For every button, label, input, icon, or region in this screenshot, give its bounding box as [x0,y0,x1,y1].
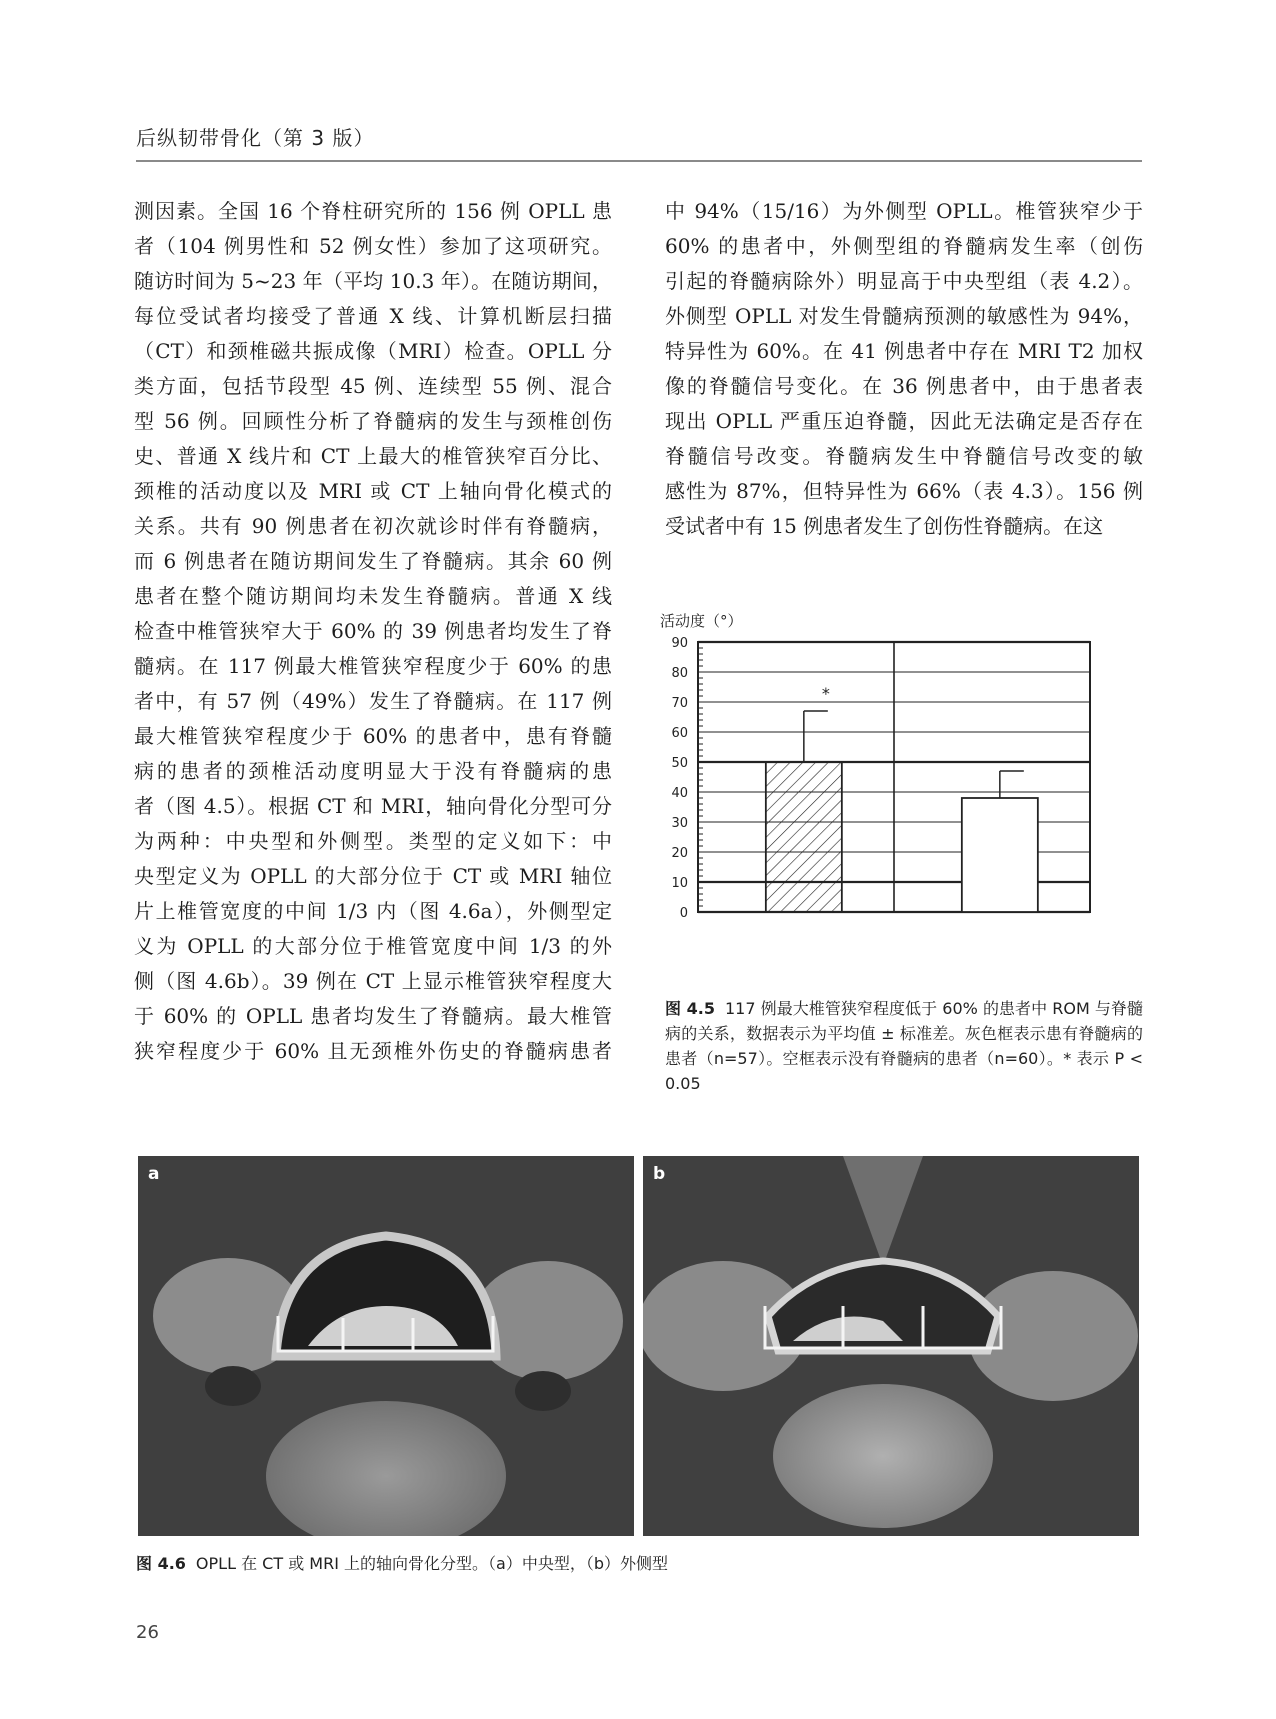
text-line: （CT）和颈椎磁共振成像（MRI）检查。OPLL 分 [134,339,612,363]
bar-2 [962,798,1038,912]
panel-label-a: a [148,1164,160,1184]
figure-4-6-label: 图 4.6 [136,1554,186,1573]
text-line: 检查中椎管狭窄大于 60% 的 39 例患者均发生了脊 [134,619,612,643]
text-line: 于 60% 的 OPLL 患者均发生了脊髓病。最大椎管 [134,1004,612,1028]
bar-1 [766,762,842,912]
ct-scan-b-illustration [643,1156,1139,1536]
ct-scan-a-illustration [138,1156,634,1536]
text-line: 而 6 例患者在随访期间发生了脊髓病。其余 60 例 [134,549,612,573]
rom-bar-chart [660,612,1160,972]
figure-4-6-caption-text: OPLL 在 CT 或 MRI 上的轴向骨化分型。（a）中央型，（b）外侧型 [195,1554,668,1573]
text-line: 狭窄程度少于 60% 且无颈椎外伤史的脊髓病患者 [134,1039,612,1063]
y-tick-label: 40 [671,786,688,801]
text-line: 颈椎的活动度以及 MRI 或 CT 上轴向骨化模式的 [134,479,612,503]
y-axis-label: 活动度（°） [660,612,743,630]
text-line: 病的患者的颈椎活动度明显大于没有脊髓病的患 [134,759,612,783]
text-line: 央型定义为 OPLL 的大部分位于 CT 或 MRI 轴位 [134,864,612,888]
figure-4-5-chart [660,612,1160,972]
text-line: 义为 OPLL 的大部分位于椎管宽度中间 1/3 的外 [134,934,612,958]
body-text-left-column [134,194,612,1069]
y-tick-label: 60 [671,726,688,741]
body-text-right-column [665,194,1143,544]
text-line: 像的脊髓信号变化。在 36 例患者中，由于患者表 [665,374,1143,398]
y-tick-label: 80 [671,666,688,681]
text-line: 每位受试者均接受了普通 X 线、计算机断层扫描 [134,304,612,328]
text-line: 中 94%（15/16）为外侧型 OPLL。椎管狭窄少于 [665,199,1143,223]
panel-label-b: b [653,1164,666,1184]
ct-image-b-lateral-type [643,1156,1139,1536]
figure-4-5-caption-text: 117 例最大椎管狭窄程度低于 60% 的患者中 ROM 与脊髓病的关系，数据表示为平均值 ± 标准差。灰色框表示患有脊髓病的患者（n=57）。空框表示没有脊髓病的患者（n=60）。* 表示 P < 0.05 [665,999,1143,1093]
text-line: 类方面，包括节段型 45 例、连续型 55 例、混合 [134,374,612,398]
text-line: 外侧型 OPLL 对发生骨髓病预测的敏感性为 94%， [665,304,1143,328]
text-line: 者（104 例男性和 52 例女性）参加了这项研究。 [134,234,612,258]
text-line: 特异性为 60%。在 41 例患者中存在 MRI T2 加权 [665,339,1143,363]
book-title: 后纵韧带骨化（第 3 版） [136,126,375,150]
y-tick-label: 50 [671,756,688,771]
text-line: 者（图 4.5）。根据 CT 和 MRI，轴向骨化分型可分 [134,794,612,818]
text-line: 受试者中有 15 例患者发生了创伤性脊髓病。在这 [665,514,1104,538]
text-line: 随访时间为 5~23 年（平均 10.3 年）。在随访期间， [134,269,612,293]
figure-4-6-caption [136,1551,1136,1576]
text-line: 片上椎管宽度的中间 1/3 内（图 4.6a），外侧型定 [134,899,612,923]
y-tick-label: 20 [671,846,688,861]
text-line: 型 56 例。回顾性分析了脊髓病的发生与颈椎创伤 [134,409,612,433]
text-line: 现出 OPLL 严重压迫脊髓，因此无法确定是否存在 [665,409,1143,433]
text-line: 引起的脊髓病除外）明显高于中央型组（表 4.2）。 [665,269,1143,293]
y-tick-label: 70 [671,696,688,711]
page-number: 26 [136,1622,159,1643]
text-line: 患者在整个随访期间均未发生脊髓病。普通 X 线 [134,584,612,608]
text-line: 史、普通 X 线片和 CT 上最大的椎管狭窄百分比、 [134,444,612,468]
figure-4-5-caption [665,996,1143,1096]
y-tick-label: 90 [671,636,688,651]
text-line: 脊髓信号改变。脊髓病发生中脊髓信号改变的敏 [665,444,1143,468]
text-line: 为两种：中央型和外侧型。类型的定义如下：中 [134,829,612,853]
text-line: 关系。共有 90 例患者在初次就诊时伴有脊髓病， [134,514,612,538]
y-tick-label: 10 [671,876,688,891]
text-line: 髓病。在 117 例最大椎管狭窄程度少于 60% 的患 [134,654,612,678]
text-line: 测因素。全国 16 个脊柱研究所的 156 例 OPLL 患 [134,199,612,223]
y-tick-label: 0 [679,906,688,921]
figure-4-5-label: 图 4.5 [665,999,715,1018]
text-line: 侧（图 4.6b）。39 例在 CT 上显示椎管狭窄程度大 [134,969,612,993]
ct-image-a-central-type [138,1156,634,1536]
text-line: 60% 的患者中，外侧型组的脊髓病发生率（创伤 [665,234,1143,258]
running-header [136,124,1142,162]
text-line: 感性为 87%，但特异性为 66%（表 4.3）。156 例 [665,479,1143,503]
significance-asterisk: * [821,684,830,703]
y-tick-label: 30 [671,816,688,831]
text-line: 最大椎管狭窄程度少于 60% 的患者中，患有脊髓 [134,724,612,748]
text-line: 者中，有 57 例（49%）发生了脊髓病。在 117 例 [134,689,612,713]
